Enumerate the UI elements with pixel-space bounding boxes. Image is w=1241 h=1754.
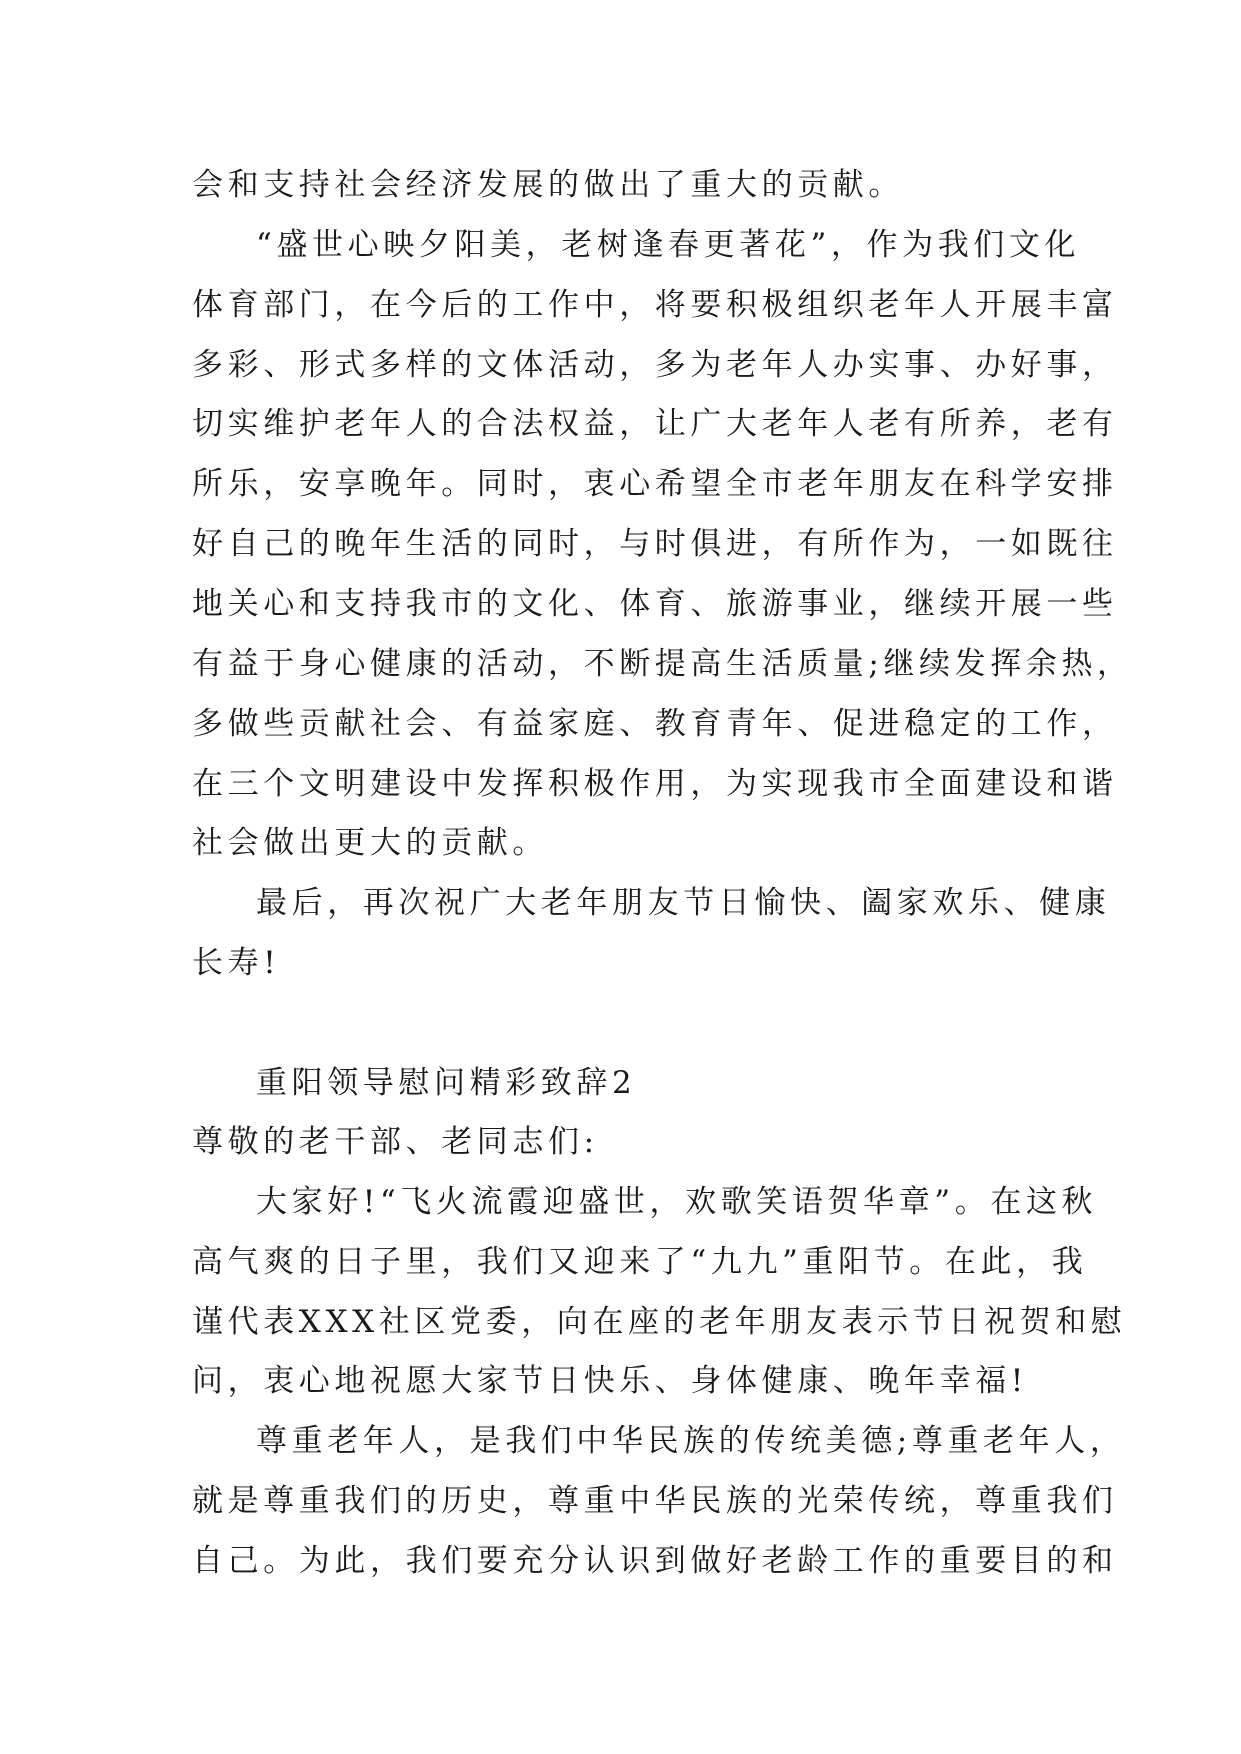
text-line: 会和支持社会经济发展的做出了重大的贡献。 (192, 167, 904, 203)
text-line: 切实维护老年人的合法权益，让广大老年人老有所养，老有 (192, 406, 1118, 442)
text-line: 好自己的晚年生活的同时，与时俱进，有所作为，一如既往 (192, 526, 1118, 562)
text-line: 就是尊重我们的历史，尊重中华民族的光荣传统，尊重我们 (192, 1483, 1118, 1519)
text-line: 多彩、形式多样的文体活动，多为老年人办实事、办好事， (192, 347, 1118, 383)
text-line: 尊重老年人，是我们中华民族的传统美德;尊重老年人， (256, 1423, 1126, 1459)
text-line: 大家好!“飞火流霞迎盛世，欢歌笑语贺华章”。在这秋 (256, 1184, 1098, 1220)
text-line: 长寿! (192, 945, 281, 981)
salutation: 尊敬的老干部、老同志们: (192, 1124, 599, 1160)
text-line: 高气爽的日子里，我们又迎来了“九九”重阳节。在此，我 (192, 1244, 1088, 1280)
text-line: 在三个文明建设中发挥积极作用，为实现我市全面建设和谐 (192, 766, 1118, 802)
text-line: 体育部门，在今后的工作中，将要积极组织老年人开展丰富 (192, 287, 1118, 323)
text-line: 地关心和支持我市的文化、体育、旅游事业，继续开展一些 (192, 586, 1118, 622)
text-line: 最后，再次祝广大老年朋友节日愉快、阖家欢乐、健康 (256, 885, 1111, 921)
text-line: 谨代表XXX社区党委，向在座的老年朋友表示节日祝贺和慰 (192, 1304, 1127, 1340)
text-line: 社会做出更大的贡献。 (192, 825, 548, 861)
text-line: 有益于身心健康的活动，不断提高生活质量;继续发挥余热， (192, 646, 1133, 682)
text-line: “盛世心映夕阳美，老树逢春更著花”，作为我们文化 (256, 227, 1081, 263)
text-line: 所乐，安享晚年。同时，衷心希望全市老年朋友在科学安排 (192, 466, 1118, 502)
section-title: 重阳领导慰问精彩致辞2 (256, 1065, 637, 1101)
text-line: 自己。为此，我们要充分认识到做好老龄工作的重要目的和 (192, 1543, 1118, 1579)
text-line: 问，衷心地祝愿大家节日快乐、身体健康、晚年幸福! (192, 1363, 1028, 1399)
text-line: 多做些贡献社会、有益家庭、教育青年、促进稳定的工作， (192, 706, 1118, 742)
